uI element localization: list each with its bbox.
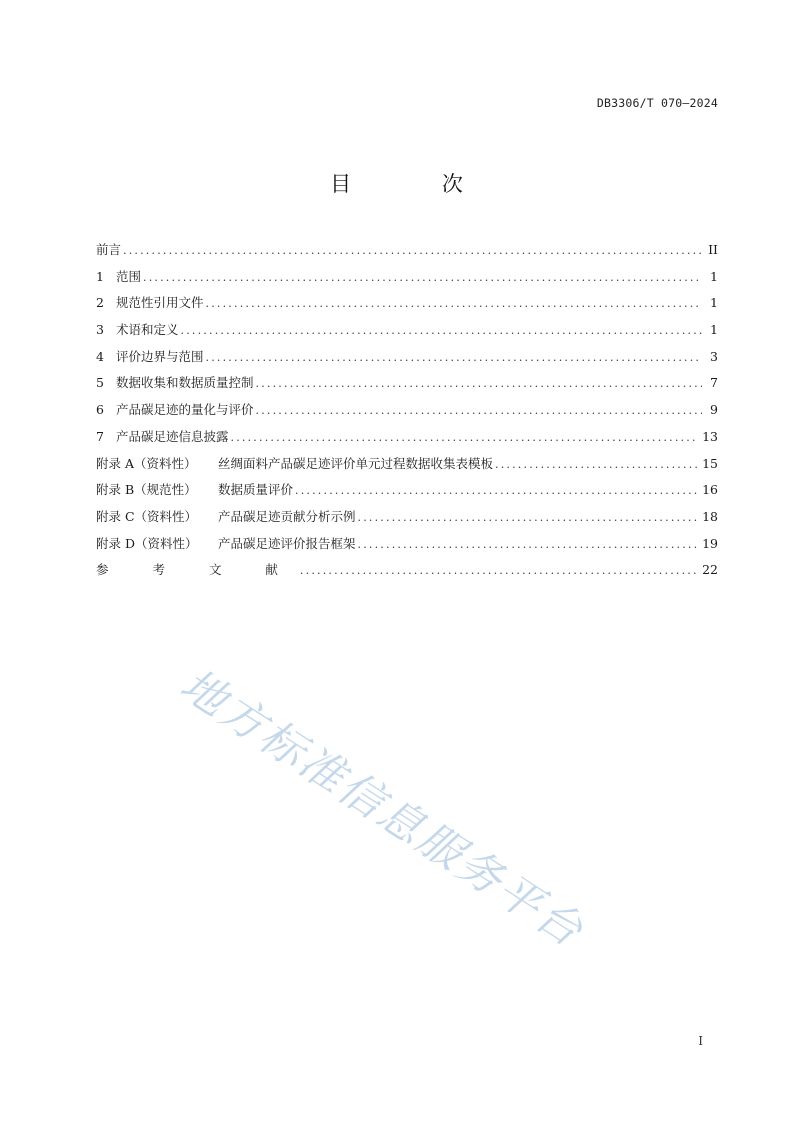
toc-leader-dots bbox=[123, 244, 702, 257]
toc-page-number: 22 bbox=[702, 562, 718, 578]
toc-entry-data-collection[interactable] bbox=[96, 373, 718, 400]
toc-entry-label: 丝绸面料产品碳足迹评价单元过程数据收集表模板 bbox=[218, 455, 494, 471]
toc-page-number: 18 bbox=[702, 508, 718, 524]
toc-leader-dots bbox=[295, 484, 698, 497]
toc-entry-label: 评价边界与范围 bbox=[116, 348, 204, 364]
toc-page-number: 13 bbox=[702, 428, 718, 444]
toc-page-number: 15 bbox=[702, 455, 718, 471]
toc-entry-label: 产品碳足迹评价报告框架 bbox=[218, 535, 356, 551]
toc-page-number: 3 bbox=[710, 348, 718, 364]
toc-page-number: 7 bbox=[710, 375, 718, 391]
toc-page-number: 19 bbox=[702, 535, 718, 551]
toc-appendix-label: 附录 D（资料性） bbox=[96, 535, 198, 551]
toc-section-number: 7 bbox=[96, 428, 104, 444]
footer-page-number: I bbox=[698, 1034, 703, 1048]
toc-section-number: 5 bbox=[96, 375, 104, 391]
toc-entry-label: 前言 bbox=[96, 242, 122, 257]
toc-entry-foreword[interactable] bbox=[96, 240, 718, 267]
toc-entry-appendix-b[interactable] bbox=[96, 480, 718, 507]
toc-leader-dots bbox=[358, 538, 699, 551]
watermark: 地方标准信息服务平台 bbox=[171, 659, 594, 958]
toc-entry-label: 术语和定义 bbox=[116, 322, 179, 338]
toc-entry-boundary-scope[interactable] bbox=[96, 347, 718, 374]
toc-leader-dots bbox=[206, 297, 702, 310]
toc-entry-appendix-d[interactable] bbox=[96, 534, 718, 561]
toc-section-number: 4 bbox=[96, 348, 104, 364]
toc-page-number: 1 bbox=[710, 268, 718, 284]
page-title: 目 次 bbox=[330, 172, 505, 196]
toc-entry-label: 数据质量评价 bbox=[218, 482, 294, 498]
toc-appendix-label: 附录 B（规范性） bbox=[96, 482, 197, 498]
toc-page-number: 1 bbox=[710, 295, 718, 311]
toc-appendix-label: 附录 C（资料性） bbox=[96, 508, 198, 524]
toc-page-number: II bbox=[708, 242, 718, 257]
table-of-contents bbox=[96, 240, 718, 587]
toc-entry-quantification[interactable] bbox=[96, 400, 718, 427]
toc-section-number: 2 bbox=[96, 295, 104, 311]
toc-entry-label: 参 考 文 献 bbox=[96, 562, 298, 578]
toc-entry-appendix-a[interactable] bbox=[96, 454, 718, 481]
document-code: DB3306/T 070—2024 bbox=[596, 96, 718, 110]
toc-section-number: 6 bbox=[96, 402, 104, 418]
toc-entry-label: 产品碳足迹贡献分析示例 bbox=[218, 508, 356, 524]
toc-leader-dots bbox=[231, 431, 699, 444]
toc-leader-dots bbox=[256, 404, 702, 417]
toc-section-number: 1 bbox=[96, 268, 104, 284]
toc-leader-dots bbox=[206, 351, 702, 364]
toc-section-number: 3 bbox=[96, 322, 104, 338]
toc-entry-label: 范围 bbox=[116, 268, 142, 284]
toc-page-number: 16 bbox=[702, 482, 718, 498]
toc-leader-dots bbox=[143, 271, 702, 284]
toc-entry-normative-references[interactable] bbox=[96, 293, 718, 320]
toc-entry-label: 产品碳足迹信息披露 bbox=[116, 428, 229, 444]
toc-entry-label: 产品碳足迹的量化与评价 bbox=[116, 402, 254, 418]
toc-leader-dots bbox=[181, 324, 702, 337]
toc-entry-scope[interactable] bbox=[96, 267, 718, 294]
toc-page-number: 1 bbox=[710, 322, 718, 338]
toc-leader-dots bbox=[300, 564, 698, 577]
toc-leader-dots bbox=[358, 511, 699, 524]
toc-page-number: 9 bbox=[710, 402, 718, 418]
toc-leader-dots bbox=[495, 458, 698, 471]
toc-entry-label: 规范性引用文件 bbox=[116, 295, 204, 311]
toc-entry-bibliography[interactable] bbox=[96, 560, 718, 587]
toc-entry-disclosure[interactable] bbox=[96, 427, 718, 454]
toc-entry-label: 数据收集和数据质量控制 bbox=[116, 375, 254, 391]
toc-leader-dots bbox=[256, 377, 702, 390]
toc-entry-terms-definitions[interactable] bbox=[96, 320, 718, 347]
toc-entry-appendix-c[interactable] bbox=[96, 507, 718, 534]
toc-appendix-label: 附录 A（资料性） bbox=[96, 455, 197, 471]
